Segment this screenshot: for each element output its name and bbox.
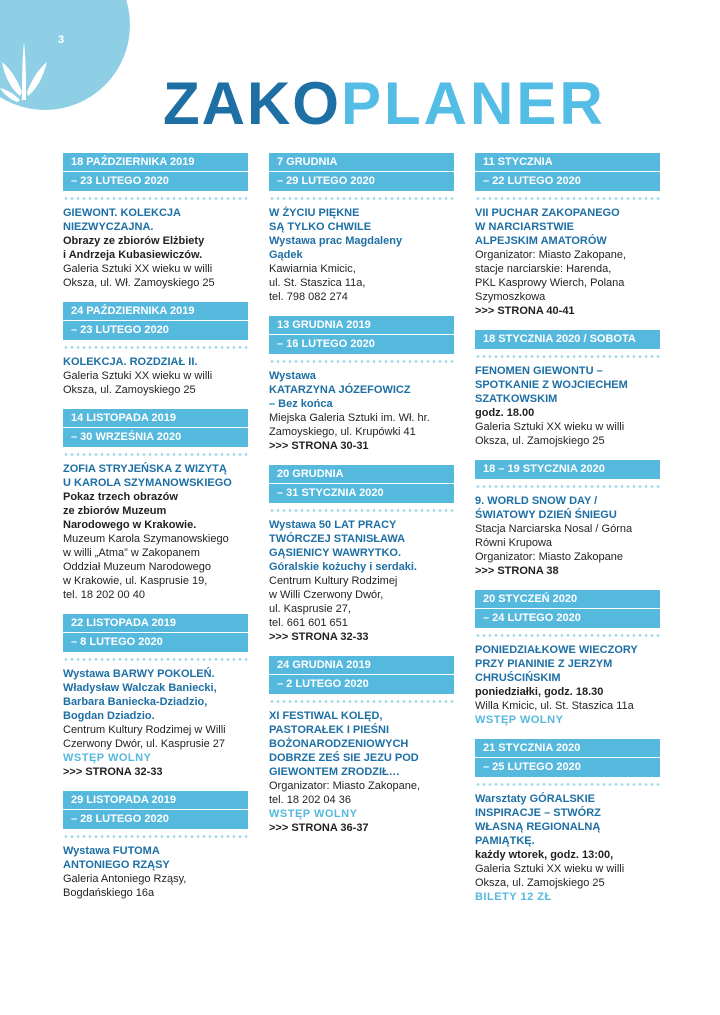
event-entry xyxy=(475,494,660,578)
event-detail-line: Willa Kmicic, ul. St. Staszica 11a xyxy=(475,700,634,712)
event-date: – 28 LUTEGO 2020 xyxy=(71,813,169,825)
dotted-divider xyxy=(475,783,660,786)
event-title-line: 9. WORLD SNOW DAY / xyxy=(475,495,598,507)
event-detail-line: tel. 18 202 00 40 xyxy=(63,589,145,601)
event-detail-line: Stacja Narciarska Nosal / Górna xyxy=(475,523,633,535)
event-detail-line: Organizator: Miasto Zakopane, xyxy=(269,780,421,792)
event-title-line: W ŻYCIU PIĘKNE xyxy=(269,207,360,219)
logo-part-planer: PLANER xyxy=(340,70,606,137)
event-title-line: XI FESTIWAL KOLĘD, xyxy=(269,710,383,722)
event-date: – 29 LUTEGO 2020 xyxy=(277,175,375,187)
dotted-divider xyxy=(269,509,454,512)
event-title-line: Barbara Baniecka-Dziadzio, xyxy=(63,696,208,708)
event-date: – 23 LUTEGO 2020 xyxy=(71,324,169,336)
event-detail-line: w Willi Czerwony Dwór, xyxy=(269,589,384,601)
event-date: 7 GRUDNIA xyxy=(269,153,454,172)
event-highlight-line: godz. 18.00 xyxy=(475,407,535,419)
event-date-band xyxy=(63,153,248,191)
event-detail-line: Szymoszkowa xyxy=(475,291,546,303)
event-detail-line: Bogdańskiego 16a xyxy=(63,887,155,899)
event-title-line: CHRUŚCIŃSKIM xyxy=(475,672,561,684)
event-title-line: Gądek xyxy=(269,249,303,261)
event-date: 24 GRUDNIA 2019 xyxy=(269,656,454,675)
event-detail-line: Oddział Muzeum Narodowego xyxy=(63,561,211,573)
event-date-band xyxy=(269,656,454,694)
event-date-band xyxy=(63,409,248,447)
event-date: – 31 STYCZNIA 2020 xyxy=(277,487,384,499)
event-title-line: – Bez końca xyxy=(269,398,333,410)
events-column-1 xyxy=(63,153,248,912)
page-reference: >>> STRONA 32-33 xyxy=(63,766,163,778)
event-entry xyxy=(63,355,248,397)
event-detail-line: Galeria Sztuki XX wieku w willi xyxy=(63,263,213,275)
event-detail-line: Oksza, ul. Zamojskiego 25 xyxy=(475,877,605,889)
event-detail-line: Centrum Kultury Rodzimej w Willi xyxy=(63,724,226,736)
event-entry xyxy=(475,643,660,727)
event-title-line: U KAROLA SZYMANOWSKIEGO xyxy=(63,477,232,489)
event-title-line: BOŻONARODZENIOWYCH xyxy=(269,738,409,750)
event-highlight-line: i Andrzeja Kubasiewiczów. xyxy=(63,249,203,261)
event-date-band xyxy=(475,153,660,191)
event-date: – 23 LUTEGO 2020 xyxy=(71,175,169,187)
event-date: – 2 LUTEGO 2020 xyxy=(277,678,369,690)
dotted-divider xyxy=(475,197,660,200)
event-title-line: ŚWIATOWY DZIEŃ ŚNIEGU xyxy=(475,509,617,521)
dotted-divider xyxy=(63,835,248,838)
event-title-line: SĄ TYLKO CHWILE xyxy=(269,221,372,233)
event-detail-line: Oksza, ul. Wł. Zamoyskiego 25 xyxy=(63,277,215,289)
event-title-line: SZATKOWSKIM xyxy=(475,393,558,405)
event-date: 20 GRUDNIA xyxy=(269,465,454,484)
event-detail-line: tel. 661 601 651 xyxy=(269,617,348,629)
event-title-line: Warsztaty GÓRALSKIE xyxy=(475,793,596,805)
event-entry xyxy=(269,369,454,453)
event-title-line: W NARCIARSTWIE xyxy=(475,221,574,233)
event-detail-line: Centrum Kultury Rodzimej xyxy=(269,575,398,587)
event-date: 18 PAŹDZIERNIKA 2019 xyxy=(63,153,248,172)
page-reference: >>> STRONA 30-31 xyxy=(269,440,369,452)
event-date-band xyxy=(269,316,454,354)
event-highlight-line: każdy wtorek, godz. 13:00, xyxy=(475,849,614,861)
event-detail-line: Oksza, ul. Zamoyskiego 25 xyxy=(63,384,196,396)
event-detail-line: ul. Kasprusie 27, xyxy=(269,603,351,615)
dotted-divider xyxy=(475,634,660,637)
event-detail-line: tel. 18 202 04 36 xyxy=(269,794,351,806)
event-detail-line: Czerwony Dwór, ul. Kasprusie 27 xyxy=(63,738,226,750)
event-date-band xyxy=(475,460,660,479)
event-detail-line: Galeria Antoniego Rząsy, xyxy=(63,873,187,885)
leaf-icon xyxy=(0,30,50,110)
event-title-line: NIEZWYCZAJNA. xyxy=(63,221,154,233)
event-date: 11 STYCZNIA xyxy=(475,153,660,172)
event-title-line: KOLEKCJA. ROZDZIAŁ II. xyxy=(63,356,198,368)
event-title-line: Wystawa BARWY POKOLEŃ. xyxy=(63,668,215,680)
event-highlight-line: ze zbiorów Muzeum xyxy=(63,505,167,517)
event-date-band xyxy=(475,330,660,349)
event-title-line: Bogdan Dziadzio. xyxy=(63,710,155,722)
event-date: – 30 WRZEŚNIA 2020 xyxy=(71,431,182,443)
event-detail-line: tel. 798 082 274 xyxy=(269,291,348,303)
event-detail-line: PKL Kasprowy Wierch, Polana xyxy=(475,277,625,289)
page-reference: >>> STRONA 40-41 xyxy=(475,305,575,317)
event-date: 22 LISTOPADA 2019 xyxy=(63,614,248,633)
events-column-3 xyxy=(475,153,660,916)
event-title-line: PRZY PIANINIE Z JERZYM xyxy=(475,658,613,670)
event-entry xyxy=(269,518,454,644)
event-title-line: TWÓRCZEJ STANISŁAWA xyxy=(269,533,406,545)
event-title-line: Wystawa 50 LAT PRACY xyxy=(269,519,397,531)
event-date: 21 STYCZNIA 2020 xyxy=(475,739,660,758)
event-detail-line: Organizator: Miasto Zakopane, xyxy=(475,249,627,261)
event-title-line: PASTORAŁEK I PIEŚNI xyxy=(269,724,390,736)
event-title-line: ANTONIEGO RZĄSY xyxy=(63,859,170,871)
dotted-divider xyxy=(63,197,248,200)
event-detail-line: Galeria Sztuki XX wieku w willi xyxy=(475,421,625,433)
event-date: 29 LISTOPADA 2019 xyxy=(63,791,248,810)
event-detail-line: Kawiarnia Kmicic, xyxy=(269,263,356,275)
event-date: 24 PAŹDZIERNIKA 2019 xyxy=(63,302,248,321)
event-title-line: PONIEDZIAŁKOWE WIECZORY xyxy=(475,644,638,656)
event-title-line: ALPEJSKIM AMATORÓW xyxy=(475,235,607,247)
event-date: 18 – 19 STYCZNIA 2020 xyxy=(483,463,605,475)
event-title-line: GIEWONT. KOLEKCJA xyxy=(63,207,181,219)
event-title-line: KATARZYNA JÓZEFOWICZ xyxy=(269,384,411,396)
event-date: – 25 LUTEGO 2020 xyxy=(483,761,581,773)
event-title-line: GĄSIENICY WAWRYTKO. xyxy=(269,547,402,559)
event-entry xyxy=(63,667,248,779)
event-detail-line: Galeria Sztuki XX wieku w willi xyxy=(63,370,213,382)
event-detail-line: Muzeum Karola Szymanowskiego xyxy=(63,533,229,545)
event-title-line: SPOTKANIE Z WOJCIECHEM xyxy=(475,379,628,391)
logo-part-zako: ZAKO xyxy=(163,70,341,137)
event-title-line: Góralskie kożuchy i serdaki. xyxy=(269,561,417,573)
event-title-line: Wystawa prac Magdaleny xyxy=(269,235,403,247)
event-entry xyxy=(269,206,454,304)
event-detail-line: Miejska Galeria Sztuki im. Wł. hr. xyxy=(269,412,430,424)
event-date: 20 STYCZEŃ 2020 xyxy=(475,590,660,609)
event-entry xyxy=(63,206,248,290)
event-date: – 16 LUTEGO 2020 xyxy=(277,338,375,350)
event-title-line: PAMIĄTKĘ. xyxy=(475,835,535,847)
event-date: – 24 LUTEGO 2020 xyxy=(483,612,581,624)
event-detail-line: w willi „Atma” w Zakopanem xyxy=(63,547,200,559)
dotted-divider xyxy=(269,360,454,363)
event-highlight-line: Obrazy ze zbiorów Elżbiety xyxy=(63,235,205,247)
event-highlight-line: Narodowego w Krakowie. xyxy=(63,519,197,531)
event-detail-line: stacje narciarskie: Harenda, xyxy=(475,263,612,275)
page-reference: >>> STRONA 38 xyxy=(475,565,559,577)
event-entry xyxy=(475,792,660,904)
event-title-line: ZOFIA STRYJEŃSKA Z WIZYTĄ xyxy=(63,463,227,475)
event-date-band xyxy=(63,302,248,340)
event-entry xyxy=(269,709,454,835)
event-detail-line: Oksza, ul. Zamojskiego 25 xyxy=(475,435,605,447)
event-date-band xyxy=(475,590,660,628)
event-date-band xyxy=(475,739,660,777)
event-detail-line: Galeria Sztuki XX wieku w willi xyxy=(475,863,625,875)
event-entry xyxy=(475,364,660,448)
page-number: 3 xyxy=(58,34,65,46)
event-title-line: DOBRZE ZEŚ SIE JEZU POD xyxy=(269,752,419,764)
event-detail-line: Organizator: Miasto Zakopane xyxy=(475,551,623,563)
event-entry xyxy=(63,844,248,900)
event-entry xyxy=(475,206,660,318)
dotted-divider xyxy=(269,700,454,703)
event-detail-line: Równi Krupowa xyxy=(475,537,553,549)
page-reference: >>> STRONA 36-37 xyxy=(269,822,369,834)
event-title-line: WŁASNĄ REGIONALNĄ xyxy=(475,821,601,833)
page-reference: >>> STRONA 32-33 xyxy=(269,631,369,643)
event-title-line: FENOMEN GIEWONTU – xyxy=(475,365,603,377)
event-date: – 8 LUTEGO 2020 xyxy=(71,636,163,648)
dotted-divider xyxy=(269,197,454,200)
event-highlight-line: poniedziałki, godz. 18.30 xyxy=(475,686,604,698)
event-detail-line: ul. St. Staszica 11a, xyxy=(269,277,366,289)
event-detail-line: Zamoyskiego, ul. Krupówki 41 xyxy=(269,426,416,438)
event-date-band xyxy=(269,465,454,503)
free-entry-label: WSTĘP WOLNY xyxy=(269,808,358,820)
event-title-line: Wystawa xyxy=(269,370,316,382)
event-title-line: GIEWONTEM ZRODZIŁ… xyxy=(269,766,400,778)
event-entry xyxy=(63,462,248,602)
event-date-band xyxy=(63,614,248,652)
free-entry-label: WSTĘP WOLNY xyxy=(475,714,564,726)
event-date: 18 STYCZNIA 2020 / SOBOTA xyxy=(483,333,636,345)
dotted-divider xyxy=(475,485,660,488)
dotted-divider xyxy=(63,453,248,456)
event-date: 13 GRUDNIA 2019 xyxy=(269,316,454,335)
event-title-line: VII PUCHAR ZAKOPANEGO xyxy=(475,207,620,219)
event-title-line: Wystawa FUTOMA xyxy=(63,845,160,857)
dotted-divider xyxy=(475,355,660,358)
event-title-line: INSPIRACJE – STWÓRZ xyxy=(475,807,601,819)
event-detail-line: w Krakowie, ul. Kasprusie 19, xyxy=(63,575,208,587)
dotted-divider xyxy=(63,658,248,661)
event-date: 14 LISTOPADA 2019 xyxy=(63,409,248,428)
dotted-divider xyxy=(63,346,248,349)
free-entry-label: WSTĘP WOLNY xyxy=(63,752,152,764)
free-entry-label: BILETY 12 ZŁ xyxy=(475,891,552,903)
event-date-band xyxy=(269,153,454,191)
event-date-band xyxy=(63,791,248,829)
event-date: – 22 LUTEGO 2020 xyxy=(483,175,581,187)
events-column-2 xyxy=(269,153,454,847)
zakoplaner-logo xyxy=(163,70,606,137)
event-highlight-line: Pokaz trzech obrazów xyxy=(63,491,178,503)
event-title-line: Władysław Walczak Baniecki, xyxy=(63,682,217,694)
